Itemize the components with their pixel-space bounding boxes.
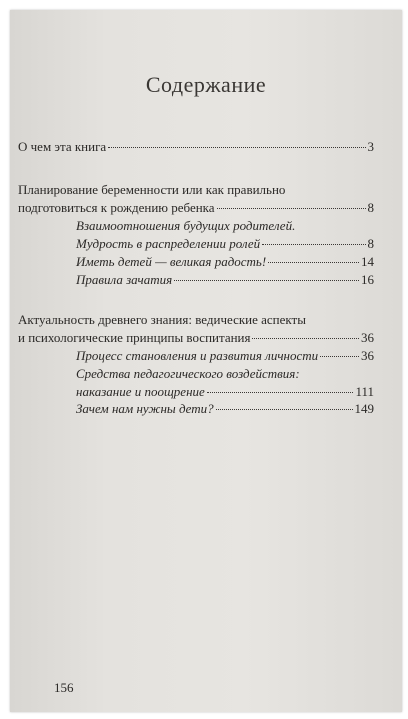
toc-entry-text: наказание и поощрение (76, 384, 205, 399)
toc-subentry-conception (76, 271, 374, 289)
toc-entry-text: подготовиться к рождению ребенка (18, 200, 215, 215)
toc-page-number: 149 (354, 401, 374, 416)
toc-page-number: 14 (361, 254, 374, 269)
toc-page-number: 111 (355, 384, 374, 399)
dot-leader (108, 147, 365, 148)
toc-entry-text: Мудрость в распределении ролей (76, 236, 261, 251)
dot-leader (216, 409, 353, 410)
toc-subentry-pedagogy (76, 365, 374, 401)
toc-page-number: 8 (367, 200, 374, 215)
toc-entry-text: Процесс становления и развития личности (76, 348, 319, 363)
toc-subentry-why-children (76, 400, 374, 418)
dot-leader (268, 262, 359, 263)
toc-page-number: 3 (367, 139, 374, 154)
toc-subentry-relationships (76, 217, 374, 235)
book-page (10, 10, 402, 712)
dot-leader (207, 392, 354, 393)
toc-entry-text: О чем эта книга (18, 139, 107, 154)
toc-entry-pregnancy-planning (18, 181, 374, 217)
toc-entry-text: Иметь детей — великая радость! (76, 254, 267, 269)
toc-subentry-joy (76, 253, 374, 271)
dot-leader (252, 338, 359, 339)
toc-entry-text-line1: Актуальность древнего знания: ведические аспекты (18, 312, 306, 327)
dot-leader (262, 244, 365, 245)
toc-subentry-personality (76, 347, 374, 365)
toc-entry-ancient-knowledge (18, 311, 374, 347)
toc-entry-text-line1: Планирование беременности или как правильно (18, 182, 286, 197)
toc-entry-text: Взаимоотношения будущих родителей. (76, 218, 296, 233)
toc-entry-text: и психологические принципы воспитания (18, 330, 251, 345)
page-title: Содержание (145, 72, 267, 97)
dot-leader (217, 208, 366, 209)
toc-page-number: 16 (361, 272, 374, 287)
toc-entry-text-line1: Средства педагогического воздействия: (76, 366, 300, 381)
toc-page-number: 36 (361, 348, 374, 363)
toc-page-number: 36 (361, 330, 374, 345)
toc-entry-about-book (18, 138, 374, 156)
dot-leader (320, 356, 359, 357)
toc-page-number: 8 (367, 236, 374, 251)
toc-entry-text: Зачем нам нужны дети? (76, 401, 214, 416)
page-number: 156 (54, 680, 74, 695)
dot-leader (174, 280, 359, 281)
toc-subentry-roles (76, 235, 374, 253)
toc-entry-text: Правила зачатия (76, 272, 173, 287)
